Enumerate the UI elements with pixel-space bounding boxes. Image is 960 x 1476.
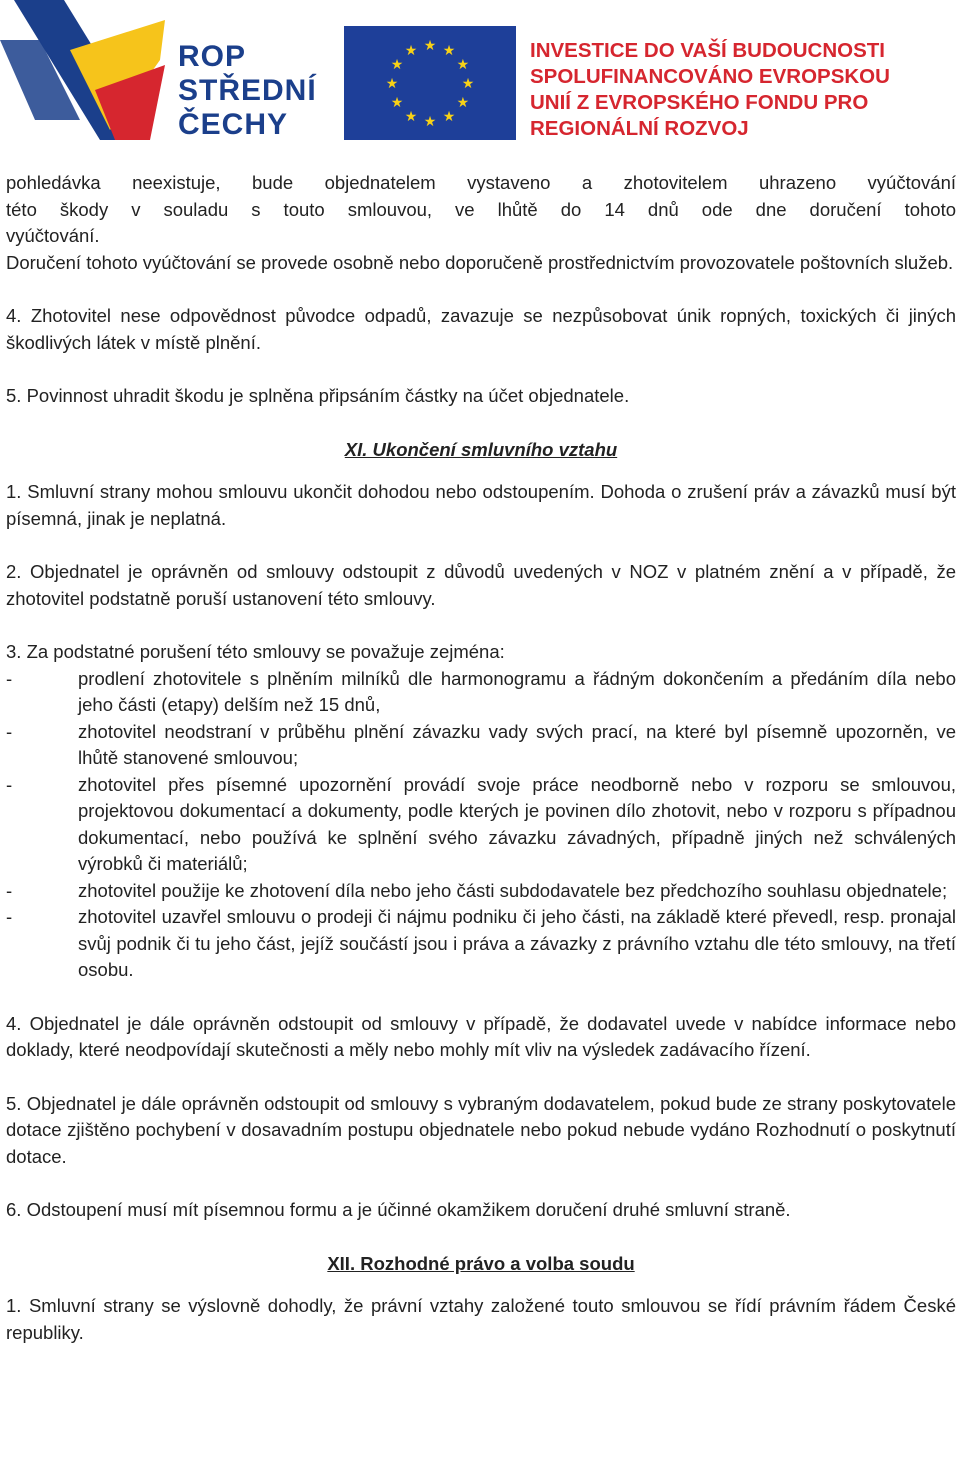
paragraph: 4. Zhotovitel nese odpovědnost původce odpadů, zavazuje se nezpůsobovat únik ropných, toxických či jiných škodlivých látek v místě plnění. [6, 305, 956, 353]
section-heading: XII. Rozhodné právo a volba soudu [327, 1252, 635, 1274]
rop-logo-icon [0, 0, 175, 150]
list-dash: - [6, 667, 13, 689]
list-dash: - [6, 879, 13, 901]
paragraph: 1. Smluvní strany mohou smlouvu ukončit dohodou nebo odstoupením. Dohoda o zrušení práv a závazků musí být písemná, jinak je neplatná. [6, 481, 956, 529]
list-dash: - [6, 906, 13, 927]
star-icon: ★ [456, 56, 470, 72]
list-item: - zhotovitel neodstraní v průběhu plnění závazku vady svých prací, na které byl písemně upozorněn, ve lhůtě stanovené smlouvou; [6, 719, 956, 772]
page-header [0, 0, 960, 150]
list-item: - zhotovitel uzavřel smlouvu o prodeji či nájmu podniku či jeho části, na základě které převedl, resp. pronajal svůj podnik či tu jeho část, jejíž součástí jsou i práva a závazky z právního vztahu dle této smlouvy, na třetí osobu. [6, 904, 956, 984]
list-item: - zhotovitel použije ke zhotovení díla nebo jeho části subdodavatele bez předchozího souhlasu objednatele; [6, 878, 956, 905]
paragraph: 4. Objednatel je dále oprávněn odstoupit od smlouvy v případě, že dodavatel uvede v nabídce informace nebo doklady, které neodpovídají skutečnosti a měly nebo mohly mít vliv na výsledek zadávacího řízení. [6, 1012, 956, 1060]
paragraph: Doručení tohoto vyúčtování se provede osobně nebo doporučeně prostřednictvím provozovatele poštovních služeb. [6, 251, 954, 273]
star-icon: ★ [442, 107, 456, 124]
paragraph: této škody v souladu s touto smlouvou, ve lhůtě do 14 dnů ode dne doručení tohoto [6, 198, 956, 220]
paragraph: 1. Smluvní strany se výslovně dohodly, že právní vztahy založené touto smlouvou se řídí právním řádem České republiky. [6, 1295, 956, 1343]
star-icon: ★ [390, 94, 404, 110]
star-icon: ★ [423, 113, 437, 129]
paragraph: 5. Povinnost uhradit škodu je splněna připsáním částky na účet objednatele. [6, 385, 630, 406]
list-dash: - [6, 773, 13, 795]
paragraph: 6. Odstoupení musí mít písemnou formu a je účinné okamžikem doručení druhé smluvní straně. [6, 1199, 791, 1220]
eu-funding-text: INVESTICE DO VAŠÍ BUDOUCNOSTI SPOLUFINANCOVÁNO EVROPSKOU UNIÍ Z EVROPSKÉHO FONDU PRO REGIONÁLNÍ ROZVOJ [530, 39, 890, 140]
rop-logo-text: ROP STŘEDNÍ ČECHY [178, 40, 317, 141]
star-icon: ★ [423, 37, 437, 53]
list-dash: - [6, 720, 13, 742]
paragraph: vyúčtování. [6, 225, 100, 246]
star-icon: ★ [442, 42, 456, 59]
paragraph: 5. Objednatel je dále oprávněn odstoupit od smlouvy s vybraným dodavatelem, pokud bude ze strany poskytovatele dotace zjištěno pochybení v dosavadním postupu objednatele nebo pokud nebude vydáno Rozhodnutí o poskytnutí dotace. [6, 1092, 956, 1167]
star-icon: ★ [404, 42, 418, 59]
star-icon: ★ [461, 75, 475, 91]
list-item: - prodlení zhotovitele s plněním milníků dle harmonogramu a řádným dokončením a předáním díla nebo jeho části (etapy) delším než 15 dnů, [6, 666, 956, 719]
paragraph: pohledávka neexistuje, bude objednatelem vystaveno a zhotovitelem uhrazeno vyúčtování [6, 172, 956, 193]
star-icon: ★ [385, 75, 399, 91]
star-icon: ★ [404, 107, 418, 124]
eu-flag-icon [344, 26, 516, 140]
paragraph: 2. Objednatel je oprávněn od smlouvy odstoupit z důvodů uvedených v NOZ v platném znění a v případě, že zhotovitel podstatně poruší ustanovení této smlouvy. [6, 561, 956, 609]
star-icon: ★ [390, 56, 404, 72]
section-heading: XI. Ukončení smluvního vztahu [344, 438, 618, 460]
list-item: - zhotovitel přes písemné upozornění provádí svoje práce neodborně nebo v rozporu se smlouvou, projektovou dokumentací a dokumenty, podle kterých je povinen dílo zhotovit, nebo v rozporu s případnou dokumentací, nebo používá ke splnění svého závazku závadných, případně jiných než schválených výrobků či materiálů; [6, 772, 956, 878]
star-icon: ★ [456, 94, 470, 110]
document-body [6, 170, 956, 1346]
paragraph: 3. Za podstatné porušení této smlouvy se považuje zejména: [6, 641, 505, 662]
